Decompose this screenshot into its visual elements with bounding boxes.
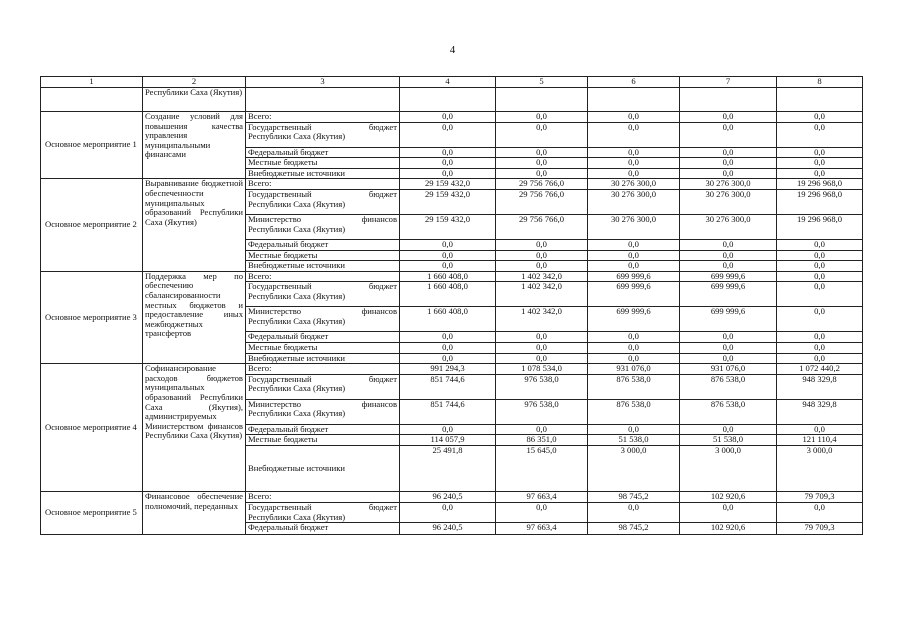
value-cell: 1 402 342,0 [496, 307, 588, 332]
value-cell: 96 240,5 [400, 491, 496, 502]
source-label: Внебюджетные источники [248, 353, 346, 363]
value-cell: 0,0 [496, 168, 588, 179]
source-label-line: Республики Саха (Якутия) [248, 223, 346, 234]
source-label: Всего: [248, 271, 272, 281]
source-cell [246, 261, 400, 272]
source-label-line: Государственный бюджет [248, 502, 397, 512]
source-label: Федеральный бюджет [248, 424, 329, 434]
value-cell: 0,0 [680, 261, 777, 272]
value-cell: 102 920,6 [680, 491, 777, 502]
value-cell: 0,0 [588, 112, 680, 123]
value-cell: 0,0 [777, 353, 863, 364]
header-cell: 6 [588, 77, 680, 88]
value-cell: 29 159 432,0 [400, 189, 496, 214]
source-label: Всего: [248, 491, 272, 501]
page-number: 4 [449, 44, 456, 56]
source-label-line: Государственный бюджет [248, 281, 397, 292]
value-cell: 0,0 [777, 332, 863, 343]
value-cell: 3 000,0 [680, 445, 777, 491]
value-cell: 0,0 [777, 239, 863, 250]
table-row [41, 491, 863, 502]
value-cell: 30 276 300,0 [588, 179, 680, 190]
value-cell: 0,0 [400, 332, 496, 343]
value-cell: 931 076,0 [588, 364, 680, 375]
value-cell: 3 000,0 [588, 445, 680, 491]
source-cell [246, 374, 400, 399]
source-cell [246, 179, 400, 190]
source-label-line: Республики Саха (Якутия) [248, 198, 346, 209]
source-cell [246, 435, 400, 446]
value-cell: 876 538,0 [680, 399, 777, 424]
source-label: Местные бюджеты [248, 434, 318, 445]
header-cell: 3 [246, 77, 400, 88]
value-cell: 121 110,4 [777, 435, 863, 446]
value-cell: 0,0 [680, 122, 777, 147]
source-label-line: Республики Саха (Якутия) [248, 511, 346, 522]
value-cell: 0,0 [680, 332, 777, 343]
value-cell: 948 329,8 [777, 399, 863, 424]
value-cell: 0,0 [496, 112, 588, 123]
value-cell: 0,0 [777, 147, 863, 158]
source-cell [246, 282, 400, 307]
source-cell [246, 122, 400, 147]
value-cell: 30 276 300,0 [588, 214, 680, 239]
value-cell: 876 538,0 [680, 374, 777, 399]
table-row [41, 364, 863, 375]
value-cell: 25 491,8 [400, 445, 496, 491]
header-cell: 7 [680, 77, 777, 88]
source-label-line: Государственный бюджет [248, 122, 397, 132]
source-cell [246, 342, 400, 353]
value-cell: 98 745,2 [588, 491, 680, 502]
value-cell: 0,0 [777, 502, 863, 522]
source-label-line: Республики Саха (Якутия) [248, 383, 346, 394]
measure-label-cell: Основное мероприятие 5 [41, 491, 143, 534]
source-label: Внебюджетные источники [248, 462, 346, 473]
source-cell [246, 445, 400, 491]
value-cell: 851 744,6 [400, 374, 496, 399]
header-cell: 2 [143, 77, 246, 88]
value-cell: 29 756 766,0 [496, 179, 588, 190]
value-cell: 0,0 [400, 122, 496, 147]
value-cell: 991 294,3 [400, 364, 496, 375]
table-row [41, 112, 863, 123]
header-cell: 1 [41, 77, 143, 88]
source-label: Всего: [248, 111, 272, 121]
value-cell: 0,0 [496, 122, 588, 147]
source-label: Местные бюджеты [248, 250, 318, 260]
value-cell: 976 538,0 [496, 399, 588, 424]
source-cell [246, 158, 400, 169]
value-cell: 0,0 [496, 250, 588, 261]
value-cell: 97 663,4 [496, 523, 588, 535]
source-label: Внебюджетные источники [248, 168, 346, 178]
value-cell: 0,0 [588, 122, 680, 147]
value-cell: 0,0 [680, 502, 777, 522]
value-cell: 0,0 [680, 147, 777, 158]
value-cell: 0,0 [777, 307, 863, 332]
source-label: Всего: [248, 363, 272, 374]
value-cell: 0,0 [777, 271, 863, 282]
measure-description-cell: Финансовое обеспечение полномочий, переданных [143, 491, 246, 534]
value-cell: 0,0 [680, 342, 777, 353]
value-cell: 0,0 [777, 158, 863, 169]
value-cell: 699 999,6 [588, 282, 680, 307]
header-row [41, 77, 863, 88]
source-cell [246, 271, 400, 282]
value-cell: 0,0 [588, 502, 680, 522]
value-cell: 0,0 [496, 261, 588, 272]
value-cell: 0,0 [680, 112, 777, 123]
value-cell: 948 329,8 [777, 374, 863, 399]
value-cell: 30 276 300,0 [680, 189, 777, 214]
source-cell [246, 250, 400, 261]
value-cell: 0,0 [400, 158, 496, 169]
source-cell [246, 523, 400, 535]
source-label: Местные бюджеты [248, 157, 318, 168]
value-cell: 699 999,6 [588, 271, 680, 282]
budget-table [40, 76, 863, 535]
value-cell: 3 000,0 [777, 445, 863, 491]
value-cell: 0,0 [680, 239, 777, 250]
value-cell: 51 538,0 [680, 435, 777, 446]
value-cell: 0,0 [680, 168, 777, 179]
value-cell: 114 057,9 [400, 435, 496, 446]
source-cell [246, 147, 400, 158]
value-cell: 96 240,5 [400, 523, 496, 535]
source-cell [246, 239, 400, 250]
source-cell [246, 502, 400, 522]
value-cell [777, 88, 863, 112]
value-cell: 0,0 [400, 147, 496, 158]
source-label-line: Республики Саха (Якутия) [248, 408, 346, 419]
value-cell: 29 159 432,0 [400, 214, 496, 239]
value-cell: 0,0 [496, 502, 588, 522]
value-cell: 30 276 300,0 [680, 179, 777, 190]
value-cell: 1 402 342,0 [496, 271, 588, 282]
source-label: Внебюджетные источники [248, 260, 346, 271]
value-cell: 79 709,3 [777, 523, 863, 535]
value-cell: 0,0 [777, 282, 863, 307]
value-cell: 1 078 534,0 [496, 364, 588, 375]
value-cell: 1 402 342,0 [496, 282, 588, 307]
source-cell [246, 353, 400, 364]
source-label: Всего: [248, 178, 272, 189]
value-cell: 0,0 [400, 239, 496, 250]
source-label-line: Министерство финансов [248, 306, 397, 317]
value-cell [680, 88, 777, 112]
value-cell: 0,0 [588, 261, 680, 272]
source-cell [246, 168, 400, 179]
value-cell: 851 744,6 [400, 399, 496, 424]
measure-label-cell: Основное мероприятие 3 [41, 271, 143, 363]
table-row [41, 271, 863, 282]
value-cell: 0,0 [588, 158, 680, 169]
continuation-row [41, 88, 863, 112]
value-cell: 19 296 968,0 [777, 214, 863, 239]
source-label-line: Республики Саха (Якутия) [248, 290, 346, 301]
value-cell: 0,0 [588, 342, 680, 353]
value-cell: 0,0 [400, 168, 496, 179]
source-label: Федеральный бюджет [248, 147, 329, 157]
source-cell [246, 189, 400, 214]
source-cell [246, 214, 400, 239]
source-label-line: Министерство финансов [248, 214, 397, 224]
source-cell [246, 424, 400, 435]
value-cell: 29 159 432,0 [400, 179, 496, 190]
value-cell: 931 076,0 [680, 364, 777, 375]
value-cell: 0,0 [588, 250, 680, 261]
value-cell: 79 709,3 [777, 491, 863, 502]
header-cell: 4 [400, 77, 496, 88]
value-cell: 29 756 766,0 [496, 189, 588, 214]
table-row [41, 179, 863, 190]
source-cell [246, 399, 400, 424]
source-label-line: Республики Саха (Якутия) [248, 131, 346, 142]
value-cell: 699 999,6 [680, 282, 777, 307]
value-cell: 0,0 [777, 112, 863, 123]
value-cell: 0,0 [400, 342, 496, 353]
value-cell: 19 296 968,0 [777, 189, 863, 214]
value-cell: 0,0 [680, 424, 777, 435]
value-cell: 19 296 968,0 [777, 179, 863, 190]
value-cell: 1 660 408,0 [400, 307, 496, 332]
value-cell: 0,0 [777, 250, 863, 261]
measure-description-cell: Поддержка мер по обеспечению сбалансированности местных бюджетов и предоставление иных межбюджетных трансфертов [143, 271, 246, 363]
source-cell [246, 491, 400, 502]
value-cell: 0,0 [400, 502, 496, 522]
value-cell: 97 663,4 [496, 491, 588, 502]
header-cell: 5 [496, 77, 588, 88]
value-cell: 0,0 [777, 424, 863, 435]
value-cell: 876 538,0 [588, 399, 680, 424]
source-cell [246, 364, 400, 375]
value-cell: 699 999,6 [588, 307, 680, 332]
source-cell [246, 88, 400, 112]
value-cell: 976 538,0 [496, 374, 588, 399]
source-label-line: Министерство финансов [248, 399, 397, 409]
value-cell: 699 999,6 [680, 271, 777, 282]
measure-description-cell: Республики Саха (Якутия) [143, 88, 246, 112]
value-cell [496, 88, 588, 112]
value-cell: 0,0 [588, 168, 680, 179]
value-cell: 0,0 [400, 112, 496, 123]
value-cell: 876 538,0 [588, 374, 680, 399]
value-cell: 15 645,0 [496, 445, 588, 491]
value-cell: 0,0 [777, 342, 863, 353]
measure-description-cell: Выравнивание бюджетной обеспеченности муниципальных образований Республики Саха (Якутия) [143, 179, 246, 271]
value-cell: 0,0 [400, 353, 496, 364]
value-cell: 0,0 [496, 147, 588, 158]
source-cell [246, 112, 400, 123]
source-label: Местные бюджеты [248, 342, 318, 352]
measure-description-cell: Софинансирование расходов бюджетов муниципальных образований Республики Саха (Якутия), администрируемых Министерством финансов Республики Саха (Якутия) [143, 364, 246, 492]
source-label-line: Республики Саха (Якутия) [248, 315, 346, 326]
value-cell: 0,0 [588, 147, 680, 158]
value-cell: 1 660 408,0 [400, 282, 496, 307]
value-cell: 1 660 408,0 [400, 271, 496, 282]
value-cell: 0,0 [496, 424, 588, 435]
value-cell: 0,0 [588, 332, 680, 343]
measure-label-cell [41, 88, 143, 112]
value-cell: 30 276 300,0 [680, 214, 777, 239]
header-cell: 8 [777, 77, 863, 88]
source-label: Федеральный бюджет [248, 522, 329, 533]
source-label: Федеральный бюджет [248, 331, 329, 342]
value-cell: 29 756 766,0 [496, 214, 588, 239]
value-cell: 102 920,6 [680, 523, 777, 535]
value-cell: 0,0 [496, 158, 588, 169]
value-cell: 0,0 [680, 158, 777, 169]
value-cell: 51 538,0 [588, 435, 680, 446]
value-cell: 699 999,6 [680, 307, 777, 332]
value-cell: 0,0 [680, 353, 777, 364]
value-cell [588, 88, 680, 112]
value-cell: 0,0 [400, 261, 496, 272]
source-label-line: Государственный бюджет [248, 374, 397, 384]
source-cell [246, 307, 400, 332]
value-cell: 1 072 440,2 [777, 364, 863, 375]
source-cell [246, 332, 400, 343]
value-cell: 98 745,2 [588, 523, 680, 535]
measure-description-cell: Создание условий для повышения качества управления муниципальными финансами [143, 112, 246, 179]
value-cell: 0,0 [400, 424, 496, 435]
value-cell: 0,0 [588, 424, 680, 435]
value-cell: 0,0 [496, 332, 588, 343]
value-cell: 0,0 [777, 122, 863, 147]
value-cell: 0,0 [400, 250, 496, 261]
value-cell [400, 88, 496, 112]
value-cell: 0,0 [680, 250, 777, 261]
source-label-line: Государственный бюджет [248, 189, 397, 199]
value-cell: 0,0 [777, 168, 863, 179]
measure-label-cell: Основное мероприятие 2 [41, 179, 143, 271]
value-cell: 30 276 300,0 [588, 189, 680, 214]
source-label: Федеральный бюджет [248, 239, 329, 249]
value-cell: 0,0 [777, 261, 863, 272]
value-cell: 0,0 [496, 239, 588, 250]
value-cell: 0,0 [496, 353, 588, 364]
value-cell: 86 351,0 [496, 435, 588, 446]
measure-label-cell: Основное мероприятие 4 [41, 364, 143, 492]
measure-label-cell: Основное мероприятие 1 [41, 112, 143, 179]
value-cell: 0,0 [496, 342, 588, 353]
value-cell: 0,0 [588, 353, 680, 364]
value-cell: 0,0 [588, 239, 680, 250]
